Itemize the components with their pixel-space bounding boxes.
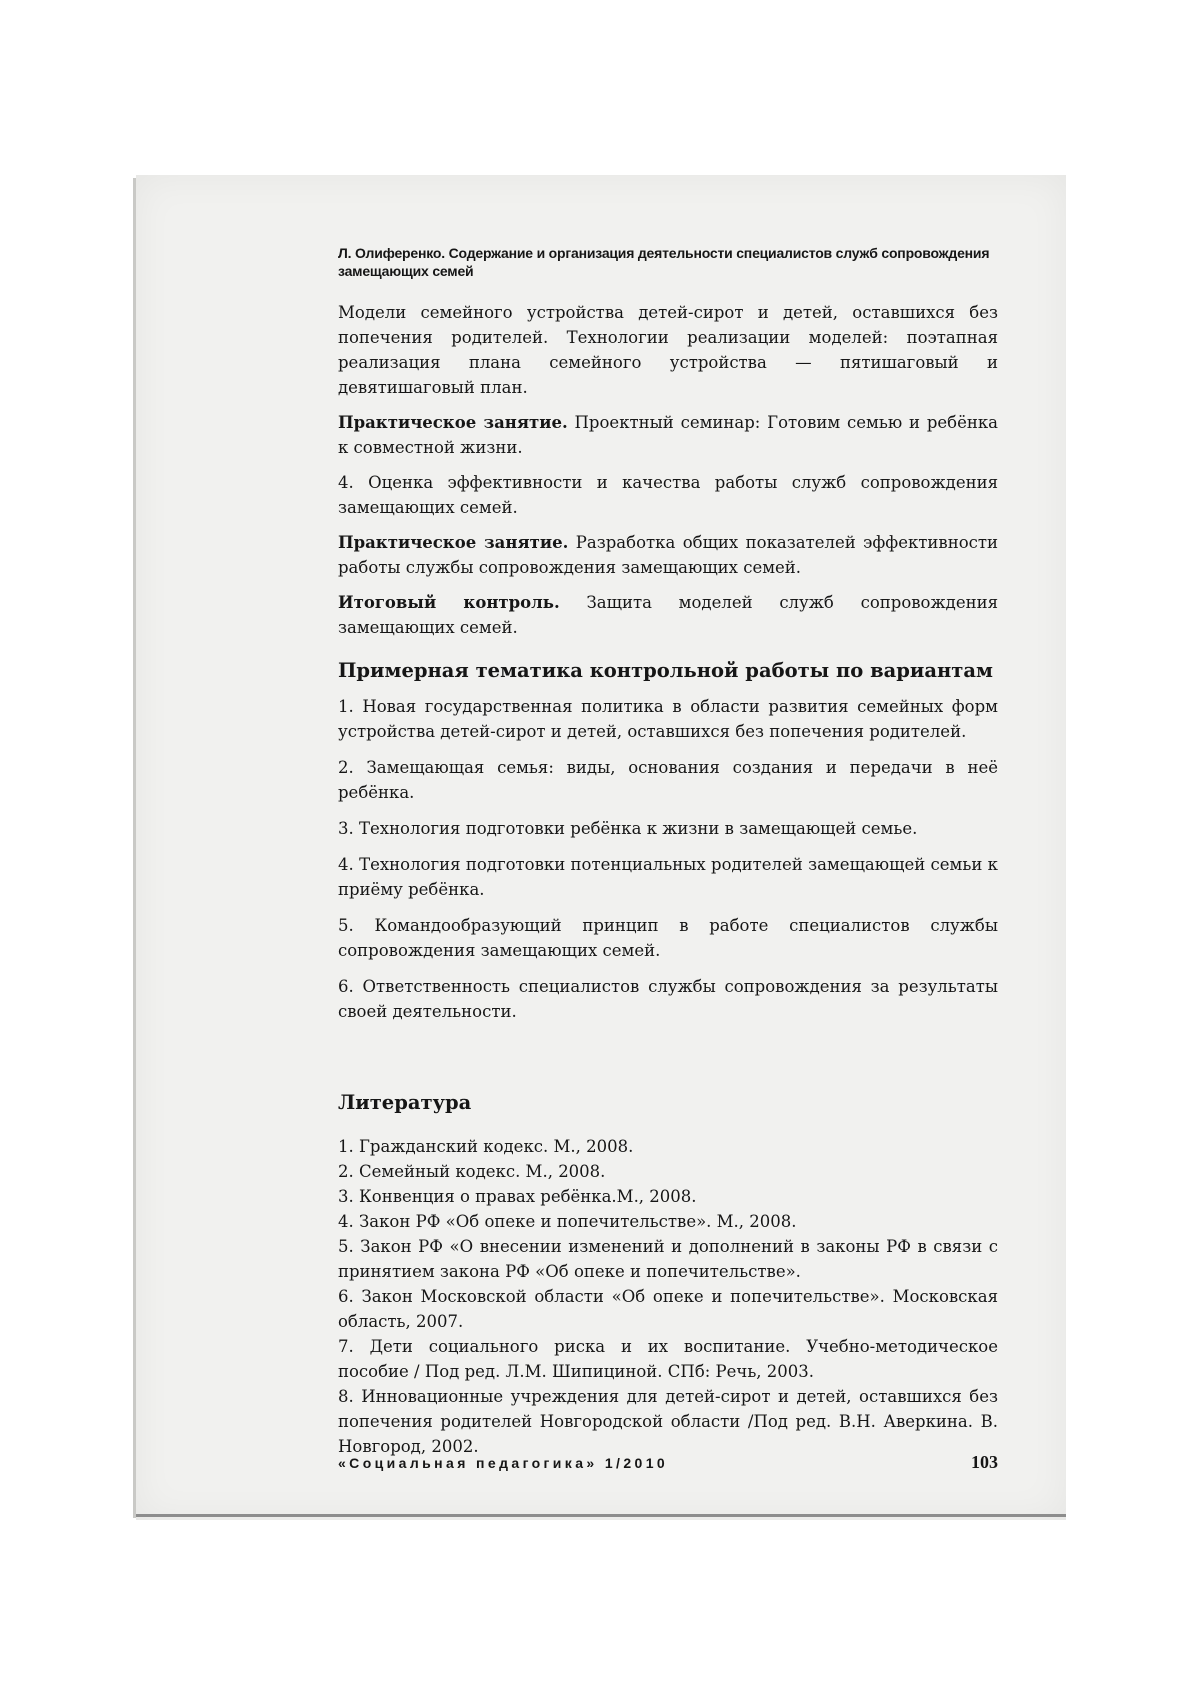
topic-item: 4. Технология подготовки потенциальных родителей замещающей семьи к приёму ребёнка.: [338, 855, 998, 899]
intro-paragraph: Модели семейного устройства детей-сирот и детей, оставшихся без попечения родителей. Технологии реализации моделей: поэтапная реализация плана семейного устройства — пятишаговый и девятишаговый план.: [338, 303, 998, 397]
running-head: [338, 244, 998, 280]
running-head-author: Л. Олиференко.: [338, 245, 445, 261]
literature-item: 8. Инновационные учреждения для детей-сирот и детей, оставшихся без попечения родителей Новгородской области /Под ред. В.Н. Аверкина. В. Новгород, 2002.: [338, 1387, 998, 1456]
literature-item: 3. Конвенция о правах ребёнка.М., 2008.: [338, 1187, 697, 1206]
practice-paragraph-1: [338, 410, 998, 460]
literature-item: 7. Дети социального риска и их воспитание. Учебно-методическое пособие / Под ред. Л.М. Шипициной. СПб: Речь, 2003.: [338, 1337, 998, 1381]
page-number: 103: [971, 1452, 998, 1472]
topic-4-paragraph: 4. Оценка эффективности и качества работы служб сопровождения замещающих семей.: [338, 473, 998, 517]
footer-journal: «Социальная педагогика» 1/2010: [338, 1455, 669, 1471]
final-control-text: Защита моделей служб сопровождения замещающих семей.: [338, 593, 998, 637]
topic-item: 2. Замещающая семья: виды, основания создания и передачи в неё ребёнка.: [338, 758, 998, 802]
literature-item: 1. Гражданский кодекс. М., 2008.: [338, 1137, 634, 1156]
topic-item: 3. Технология подготовки ребёнка к жизни в замещающей семье.: [338, 819, 918, 838]
practice-text-2: Разработка общих показателей эффективности работы службы сопровождения замещающих семей.: [338, 533, 998, 577]
literature-item: 6. Закон Московской области «Об опеке и попечительстве». Московская область, 2007.: [338, 1287, 998, 1331]
literature-item: 2. Семейный кодекс. М., 2008.: [338, 1162, 606, 1181]
page-content: [338, 244, 998, 1459]
topics-list: [338, 694, 998, 1024]
literature-heading: Литература: [338, 1091, 472, 1114]
literature-list: [338, 1134, 998, 1459]
practice-label-2: Практическое занятие.: [338, 533, 569, 552]
final-control-label: Итоговый контроль.: [338, 593, 560, 612]
practice-paragraph-2: [338, 530, 998, 580]
topic-item: 5. Командообразующий принцип в работе специалистов службы сопровождения замещающих семей.: [338, 916, 998, 960]
scan-bottom-edge: [136, 1514, 1066, 1517]
practice-text-1: Проектный семинар: Готовим семью и ребёнка к совместной жизни.: [338, 413, 998, 457]
practice-label-1: Практическое занятие.: [338, 413, 568, 432]
final-control-paragraph: [338, 590, 998, 640]
topics-heading: Примерная тематика контрольной работы по вариантам: [338, 659, 993, 682]
running-head-title: Содержание и организация деятельности специалистов служб сопровождения замещающих семей: [338, 245, 990, 279]
literature-item: 5. Закон РФ «О внесении изменений и дополнений в законы РФ в связи с принятием закона РФ «Об опеке и попечительстве».: [338, 1237, 998, 1281]
page-footer: [338, 1452, 998, 1473]
literature-item: 4. Закон РФ «Об опеке и попечительстве». М., 2008.: [338, 1212, 797, 1231]
topic-item: 6. Ответственность специалистов службы сопровождения за результаты своей деятельности.: [338, 977, 998, 1021]
topic-item: 1. Новая государственная политика в области развития семейных форм устройства детей-сирот и детей, оставшихся без попечения родителей.: [338, 697, 998, 741]
